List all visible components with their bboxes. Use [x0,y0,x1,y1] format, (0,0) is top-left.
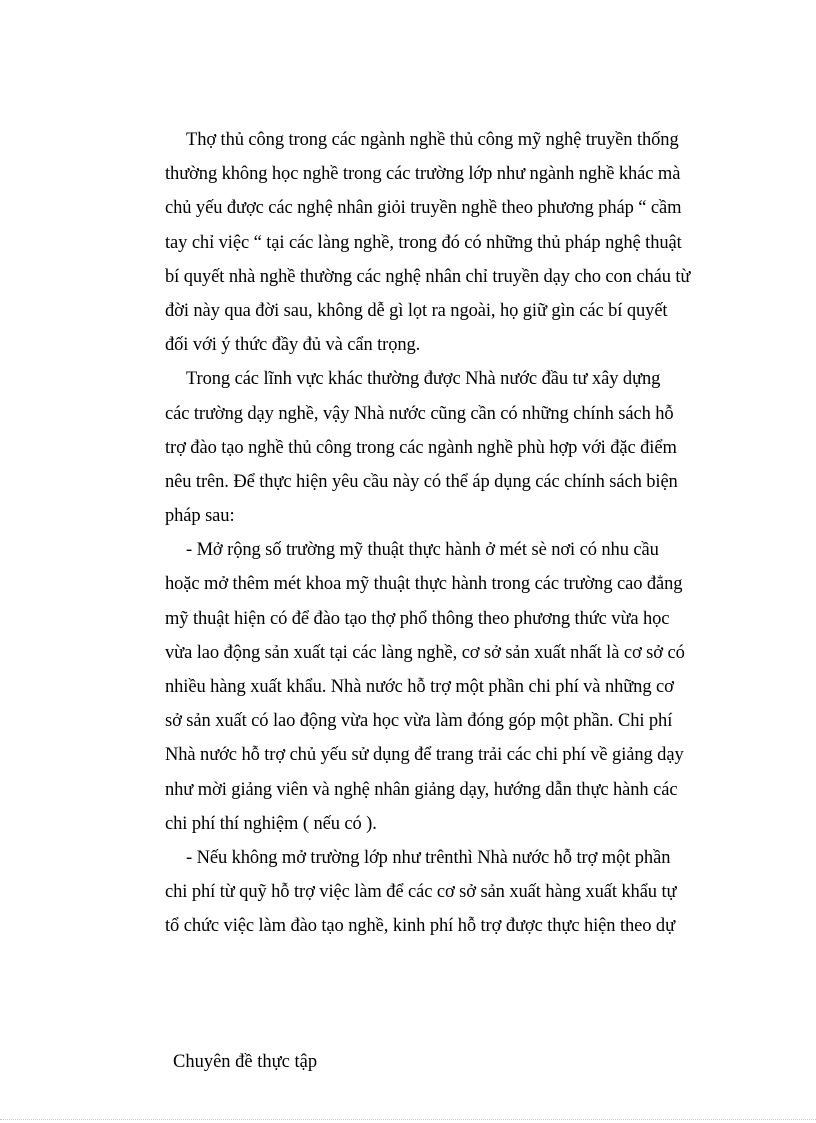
paragraph-1-line: thường không học nghề trong các trường lớp như ngành nghề khác mà [165,164,681,185]
bullet-1-line: như mời giảng viên và nghệ nhân giảng dạy, hướng dẫn thực hành các [165,779,678,800]
bullet-1-line: sở sản xuất có lao động vừa học vừa làm đóng góp một phần. Chi phí [165,711,673,732]
bullet-1-line: Nhà nước hỗ trợ chủ yếu sử dụng để trang trải các chi phí về giảng dạy [165,745,684,766]
bullet-1-line: mỹ thuật hiện có để đào tạo thợ phổ thông theo phương thức vừa học [165,608,670,629]
bullet-1-line: chi phí thí nghiệm ( nếu có ). [165,813,377,834]
paragraph-1-line: tay chỉ việc “ tại các làng nghề, trong đó có những thủ pháp nghệ thuật [165,232,682,253]
page-bottom-divider [0,1119,816,1120]
paragraph-1-line: bí quyết nhà nghề thường các nghệ nhân chỉ truyền dạy cho con cháu từ [165,266,691,287]
bullet-1-line: - Mở rộng số trường mỹ thuật thực hành ở mét sè nơi có nhu cầu [186,540,659,561]
paragraph-1-line: đối với ý thức đầy đủ và cẩn trọng. [165,335,421,356]
bullet-2-line: chi phí từ quỹ hỗ trợ việc làm để các cơ sở sản xuất hàng xuất khẩu tự [165,882,677,903]
paragraph-2-line: trợ đào tạo nghề thủ công trong các ngành nghề phù hợp với đặc điểm [165,437,677,458]
paragraph-2-line: Trong các lĩnh vực khác thường được Nhà nước đầu tư xây dựng [186,369,661,390]
bullet-1-line: vừa lao động sản xuất tại các làng nghề, cơ sở sản xuất nhất là cơ sở có [165,642,685,663]
page-footer: Chuyên đề thực tập [173,1052,318,1072]
bullet-1-line: nhiều hàng xuất khẩu. Nhà nước hỗ trợ một phần chi phí và những cơ [165,677,674,697]
bullet-2-line: tổ chức việc làm đào tạo nghề, kinh phí hỗ trợ được thực hiện theo dự [165,916,676,937]
paragraph-1-line: Thợ thủ công trong các ngành nghề thủ công mỹ nghệ truyền thống [186,130,679,150]
bullet-2-line: - Nếu không mở trường lớp như trênthì Nhà nước hỗ trợ một phần [186,847,671,868]
document-body [165,123,705,944]
paragraph-2-line: các trường dạy nghề, vậy Nhà nước cũng cần có những chính sách hỗ [165,403,674,424]
paragraph-2-line: pháp sau: [165,506,235,527]
paragraph-1-line: đời này qua đời sau, không dễ gì lọt ra ngoài, họ giữ gìn các bí quyết [165,300,668,321]
bullet-1-line: hoặc mở thêm mét khoa mỹ thuật thực hành trong các trường cao đẳng [165,574,683,595]
paragraph-1-line: chủ yếu được các nghệ nhân giỏi truyền nghề theo phương pháp “ cầm [165,198,682,219]
paragraph-2-line: nêu trên. Để thực hiện yêu cầu này có thể áp dụng các chính sách biện [165,471,678,492]
